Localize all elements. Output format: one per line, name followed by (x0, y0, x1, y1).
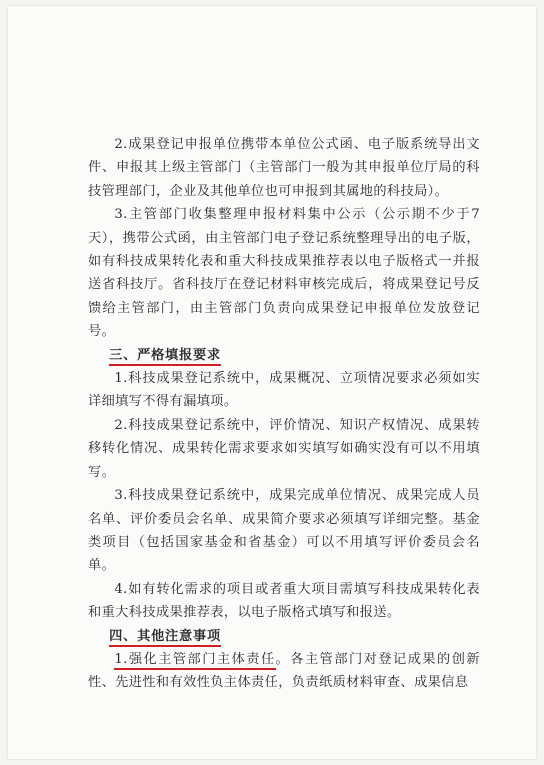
paragraph-3-2: 2.科技成果登记系统中，评价情况、知识产权情况、成果转移转化情况、成果转化需求要求如实填写如确实没有可以不用填写。 (88, 417, 480, 480)
section-heading-4 (88, 625, 480, 648)
paragraph-2-2: 2.成果登记申报单位携带本单位公式函、电子版系统导出文件、申报其上级主管部门（主管部门一般为其申报单位厅局的科技管理部门，企业及其他单位也可申报到其属地的科技局）。 (88, 137, 480, 199)
underlined-phrase: 1.强化主管部门主体责任 (114, 652, 275, 670)
section-heading-3 (88, 344, 480, 367)
paragraph-2-3: 3.主管部门收集整理申报材料集中公示（公示期不少于7天），携带公式函，由主管部门电子登记系统整理导出的电子版，如有科技成果转化表和重大科技成果推荐表以电子版格式一并报送省科技厅。省科技厅在登记材料审核完成后，将成果登记号反馈给主管部门，由主管部门负责向成果登记申报单位发放登记号。 (88, 207, 480, 340)
document-page (8, 6, 536, 759)
paragraph-4-1-rest: 。各主管部门对登记成果的创新性、先进性和有效性负主体责任，负责纸质材料审查、成果信息 (88, 651, 480, 691)
paragraph-3-4: 4.如有转化需求的项目或者重大项目需填写科技成果转化表和重大科技成果推荐表，以电子版格式填写和报送。 (88, 581, 480, 621)
paragraph-3-1: 1.科技成果登记系统中，成果概况、立项情况要求必须如实详细填写不得有漏填项。 (88, 371, 480, 410)
document-body (88, 133, 480, 695)
heading-3-text: 三、严格填报要求 (109, 348, 221, 366)
heading-4-text: 四、其他注意事项 (109, 629, 221, 647)
paragraph-4-1 (88, 648, 480, 695)
paragraph-3-3: 3.科技成果登记系统中，成果完成单位情况、成果完成人员名单、评价委员会名单、成果简介要求必须填写详细完整。基金类项目（包括国家基金和省基金）可以不用填写评价委员会名单。 (88, 488, 480, 574)
